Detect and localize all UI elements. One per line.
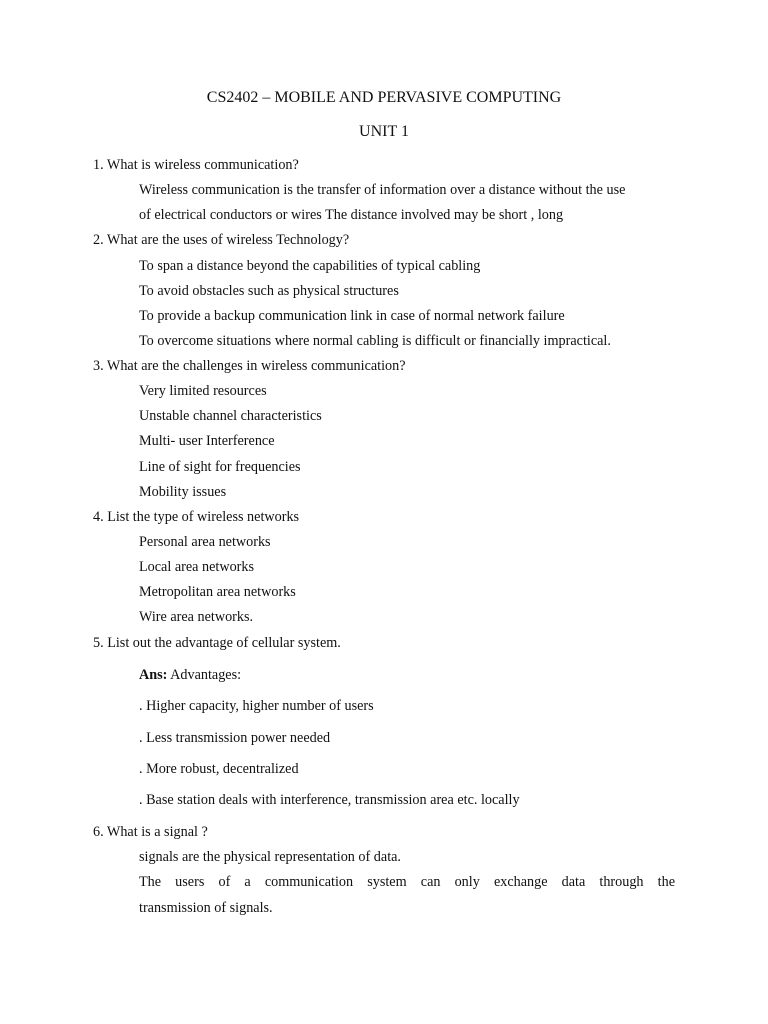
question-3: 3. What are the challenges in wireless communication? xyxy=(93,358,406,374)
answer-3-line-5: Mobility issues xyxy=(139,484,227,500)
answer-3-line-3: Multi- user Interference xyxy=(139,433,275,449)
answer-5-line-1: . Higher capacity, higher number of users xyxy=(139,698,374,714)
question-5: 5. List out the advantage of cellular system. xyxy=(93,635,341,651)
ans-label: Ans: xyxy=(139,667,168,683)
answer-6-line-2: The users of a communication system can only exchange data through the xyxy=(139,874,675,890)
question-6: 6. What is a signal ? xyxy=(93,824,208,840)
answer-3-line-2: Unstable channel characteristics xyxy=(139,408,322,424)
answer-6-line-1: signals are the physical representation of data. xyxy=(139,849,401,865)
answer-1-line-1: Wireless communication is the transfer of information over a distance without the use xyxy=(139,182,626,198)
question-1: 1. What is wireless communication? xyxy=(93,157,299,173)
unit-heading: UNIT 1 xyxy=(359,123,409,140)
question-2: 2. What are the uses of wireless Technology? xyxy=(93,232,350,248)
answer-5-heading xyxy=(139,666,241,684)
answer-2-line-2: To avoid obstacles such as physical structures xyxy=(139,283,399,299)
question-4: 4. List the type of wireless networks xyxy=(93,509,300,525)
answer-4-line-3: Metropolitan area networks xyxy=(139,584,296,600)
answer-4-line-2: Local area networks xyxy=(139,559,255,575)
answer-5-line-4: . Base station deals with interference, transmission area etc. locally xyxy=(139,792,520,808)
answer-1-line-2: of electrical conductors or wires The distance involved may be short , long xyxy=(139,207,564,223)
answer-5-line-3: . More robust, decentralized xyxy=(139,761,299,777)
answer-2-line-1: To span a distance beyond the capabilities of typical cabling xyxy=(139,258,481,274)
answer-6-line-3: transmission of signals. xyxy=(139,900,273,916)
answer-2-line-4: To overcome situations where normal cabling is difficult or financially impractical. xyxy=(139,333,611,349)
answer-5-line-2: . Less transmission power needed xyxy=(139,730,331,746)
answer-4-line-4: Wire area networks. xyxy=(139,609,254,625)
answer-4-line-1: Personal area networks xyxy=(139,534,271,550)
answer-3-line-4: Line of sight for frequencies xyxy=(139,459,301,475)
answer-2-line-3: To provide a backup communication link in case of normal network failure xyxy=(139,308,565,324)
ans-text: Advantages: xyxy=(167,667,242,683)
course-title: CS2402 – MOBILE AND PERVASIVE COMPUTING xyxy=(206,89,562,106)
answer-3-line-1: Very limited resources xyxy=(139,383,267,399)
